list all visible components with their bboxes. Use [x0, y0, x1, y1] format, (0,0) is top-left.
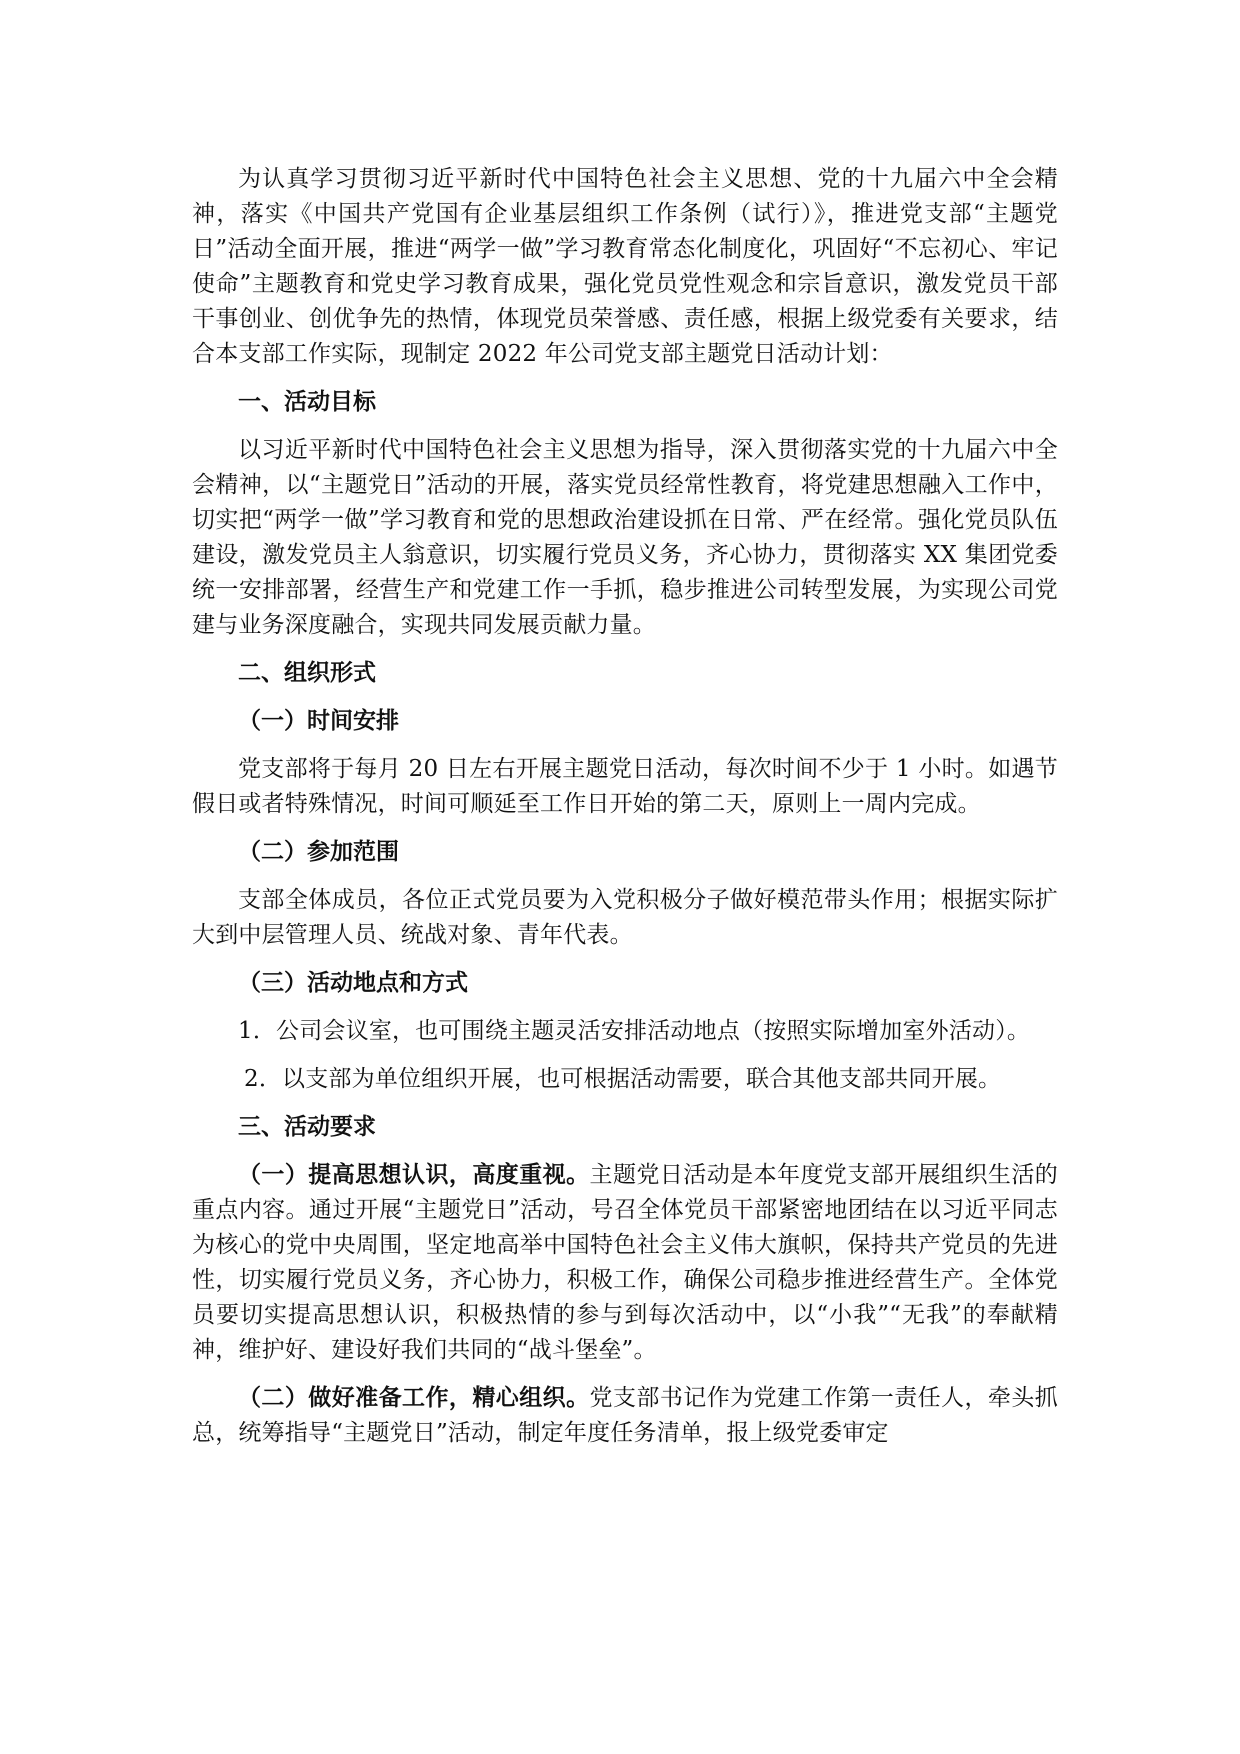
venue-item-2: 2．以支部为单位组织开展，也可根据活动需要，联合其他支部共同开展。	[244, 1066, 1002, 1092]
document-body	[192, 162, 1058, 1451]
subsection-heading-schedule: （一）时间安排	[238, 708, 399, 734]
scope-paragraph: 支部全体成员，各位正式党员要为入党积极分子做好模范带头作用；根据实际扩大到中层管理人员、统战对象、青年代表。	[192, 887, 1058, 948]
requirement-2-lead: （二）做好准备工作，精心组织。	[238, 1385, 590, 1411]
requirement-1-body: 主题党日活动是本年度党支部开展组织生活的重点内容。通过开展“主题党日”活动，号召全体党员干部紧密地团结在以习近平同志为核心的党中央周围，坚定地高举中国特色社会主义伟大旗帜，保持共产党员的先进性，切实履行党员义务，齐心协力，积极工作，确保公司稳步推进经营生产。全体党员要切实提高思想认识，积极热情的参与到每次活动中，以“小我”“无我”的奉献精神，维护好、建设好我们共同的“战斗堡垒”。	[192, 1162, 1059, 1363]
subsection-heading-scope: （二）参加范围	[238, 839, 399, 865]
goals-paragraph: 以习近平新时代中国特色社会主义思想为指导，深入贯彻落实党的十九届六中全会精神，以“主题党日”活动的开展，落实党员经常性教育，将党建思想融入工作中，切实把“两学一做”学习教育和党的思想政治建设抓在日常、严在经常。强化党员队伍建设，激发党员主人翁意识，切实履行党员义务，齐心协力，贯彻落实 XX 集团党委统一安排部署，经营生产和党建工作一手抓，稳步推进公司转型发展，为实现公司党建与业务深度融合，实现共同发展贡献力量。	[192, 437, 1058, 638]
section-heading-organization: 二、组织形式	[238, 660, 376, 686]
section-heading-requirements: 三、活动要求	[238, 1114, 376, 1140]
intro-paragraph: 为认真学习贯彻习近平新时代中国特色社会主义思想、党的十九届六中全会精神，落实《中国共产党国有企业基层组织工作条例（试行）》，推进党支部“主题党日”活动全面开展，推进“两学一做”学习教育常态化制度化，巩固好“不忘初心、牢记使命”主题教育和党史学习教育成果，强化党员党性观念和宗旨意识，激发党员干部干事创业、创优争先的热情，体现党员荣誉感、责任感，根据上级党委有关要求，结合本支部工作实际，现制定 2022 年公司党支部主题党日活动计划：	[192, 166, 1058, 367]
requirement-1-paragraph	[192, 1158, 1058, 1368]
subsection-heading-venue: （三）活动地点和方式	[238, 970, 468, 996]
venue-item-1: 1．公司会议室，也可围绕主题灵活安排活动地点（按照实际增加室外活动）。	[238, 1018, 1031, 1044]
section-heading-goals: 一、活动目标	[238, 389, 376, 415]
requirement-2-paragraph	[192, 1381, 1058, 1451]
requirement-1-lead: （一）提高思想认识，高度重视。	[238, 1162, 590, 1188]
requirement-2-body: 党支部书记作为党建工作第一责任人，牵头抓总，统筹指导“主题党日”活动，制定年度任务清单，报上级党委审定	[192, 1385, 1059, 1446]
schedule-paragraph: 党支部将于每月 20 日左右开展主题党日活动，每次时间不少于 1 小时。如遇节假日或者特殊情况，时间可顺延至工作日开始的第二天，原则上一周内完成。	[192, 756, 1058, 817]
